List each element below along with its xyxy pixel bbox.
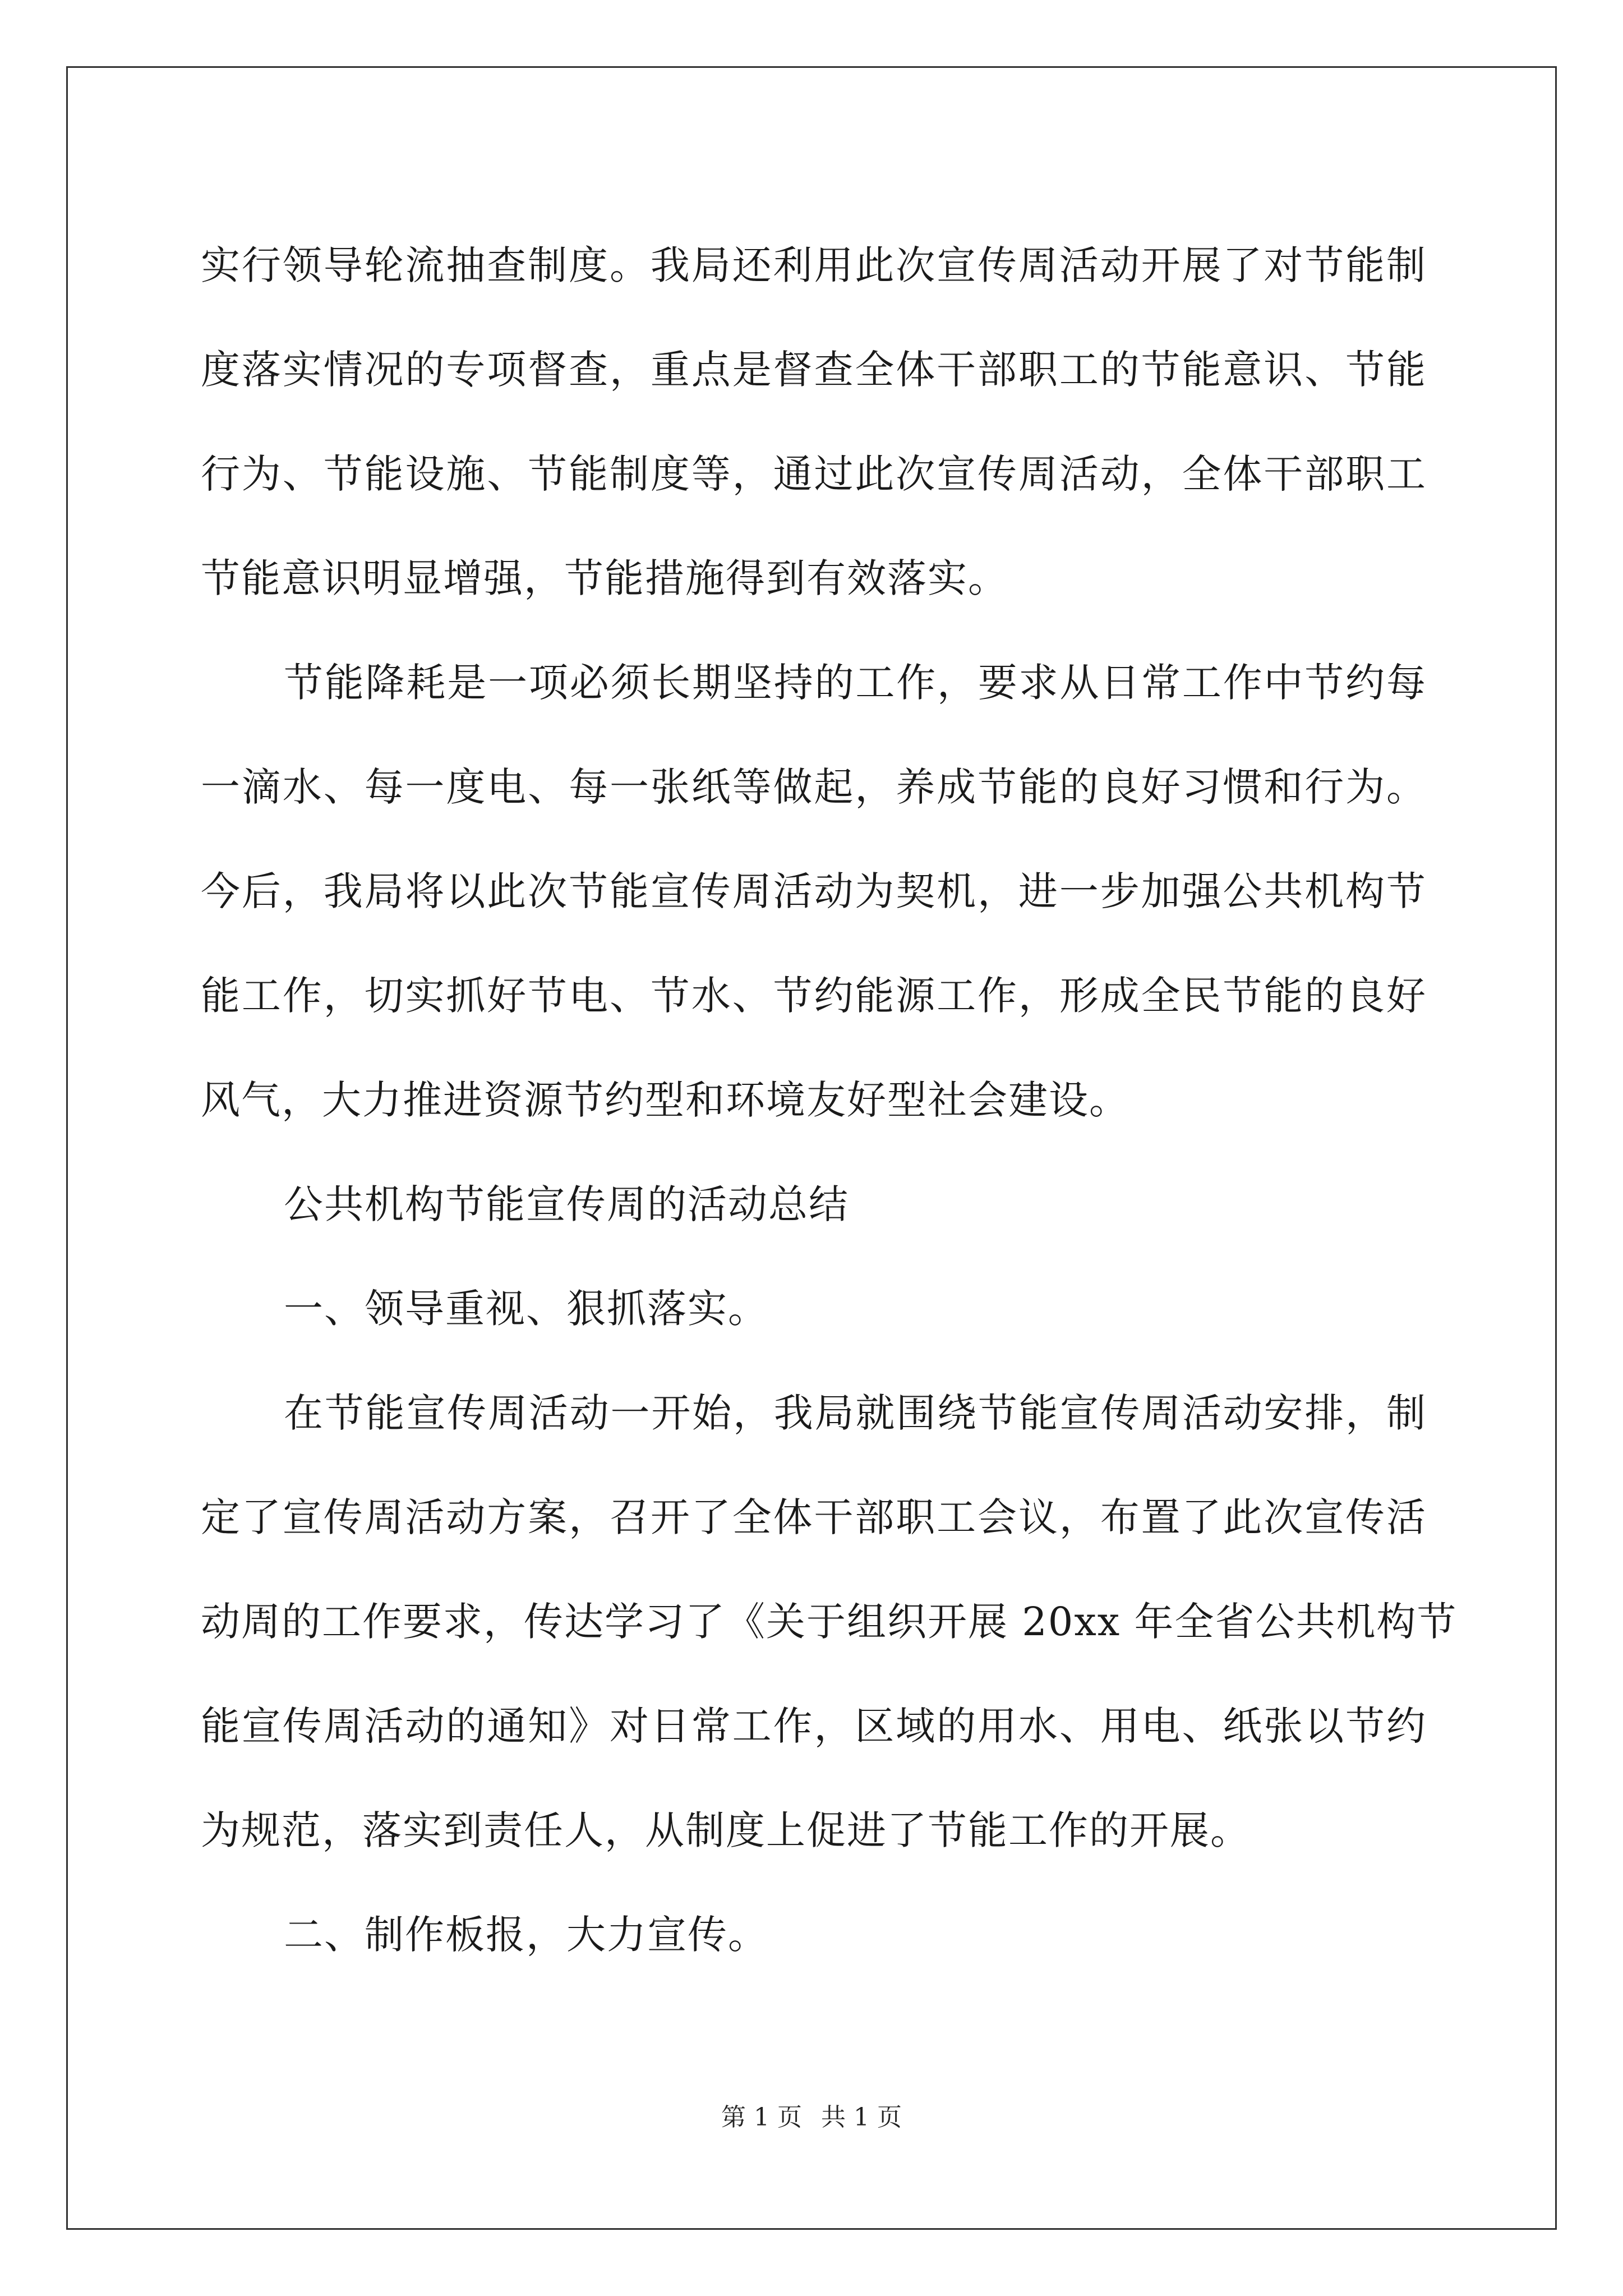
text-line: 在节能宣传周活动一开始，我局就围绕节能宣传周活动安排，制	[284, 1390, 1427, 1436]
paragraph-3	[201, 1361, 1458, 1883]
text-line: 一滴水、每一度电、每一张纸等做起，养成节能的良好习惯和行为。	[201, 764, 1427, 810]
text-line: 为规范，落实到责任人，从制度上促进了节能工作的开展。	[201, 1807, 1251, 1853]
text-line: 度落实情况的专项督查，重点是督查全体干部职工的节能意识、节能	[201, 347, 1427, 393]
page-total: 共 1 页	[821, 2103, 902, 2132]
text-line: 定了宣传周活动方案，召开了全体干部职工会议，布置了此次宣传活	[201, 1494, 1427, 1540]
text-line: 今后，我局将以此次节能宣传周活动为契机，进一步加强公共机构节	[201, 868, 1427, 914]
paragraph-2	[201, 631, 1427, 1152]
text-line: 二、制作板报，大力宣传。	[284, 1912, 768, 1958]
section-title	[201, 1152, 1427, 1257]
text-line: 公共机构节能宣传周的活动总结	[284, 1181, 849, 1227]
text-line: 行为、节能设施、节能制度等，通过此次宣传周活动，全体干部职工	[201, 451, 1427, 497]
text-line: 能工作，切实抓好节电、节水、节约能源工作，形成全民节能的良好	[201, 973, 1427, 1019]
text-line: 节能意识明显增强，节能措施得到有效落实。	[201, 555, 1008, 601]
text-line: 节能降耗是一项必须长期坚持的工作，要求从日常工作中节约每	[284, 660, 1427, 706]
text-line: 动周的工作要求，传达学习了《关于组织开展 20xx 年全省公共机构节	[201, 1599, 1458, 1645]
text-line: 实行领导轮流抽查制度。我局还利用此次宣传周活动开展了对节能制	[201, 242, 1427, 288]
text-line: 能宣传周活动的通知》对日常工作，区域的用水、用电、纸张以节约	[201, 1703, 1427, 1749]
heading-two	[201, 1883, 1427, 1987]
page-footer	[0, 2101, 1623, 2134]
paragraph-1	[201, 213, 1427, 631]
heading-one	[201, 1257, 1427, 1361]
page-number: 第 1 页	[721, 2103, 802, 2132]
text-line: 一、领导重视、狠抓落实。	[284, 1286, 768, 1332]
text-line: 风气，大力推进资源节约型和环境友好型社会建设。	[201, 1077, 1129, 1123]
document-body	[201, 213, 1458, 1987]
